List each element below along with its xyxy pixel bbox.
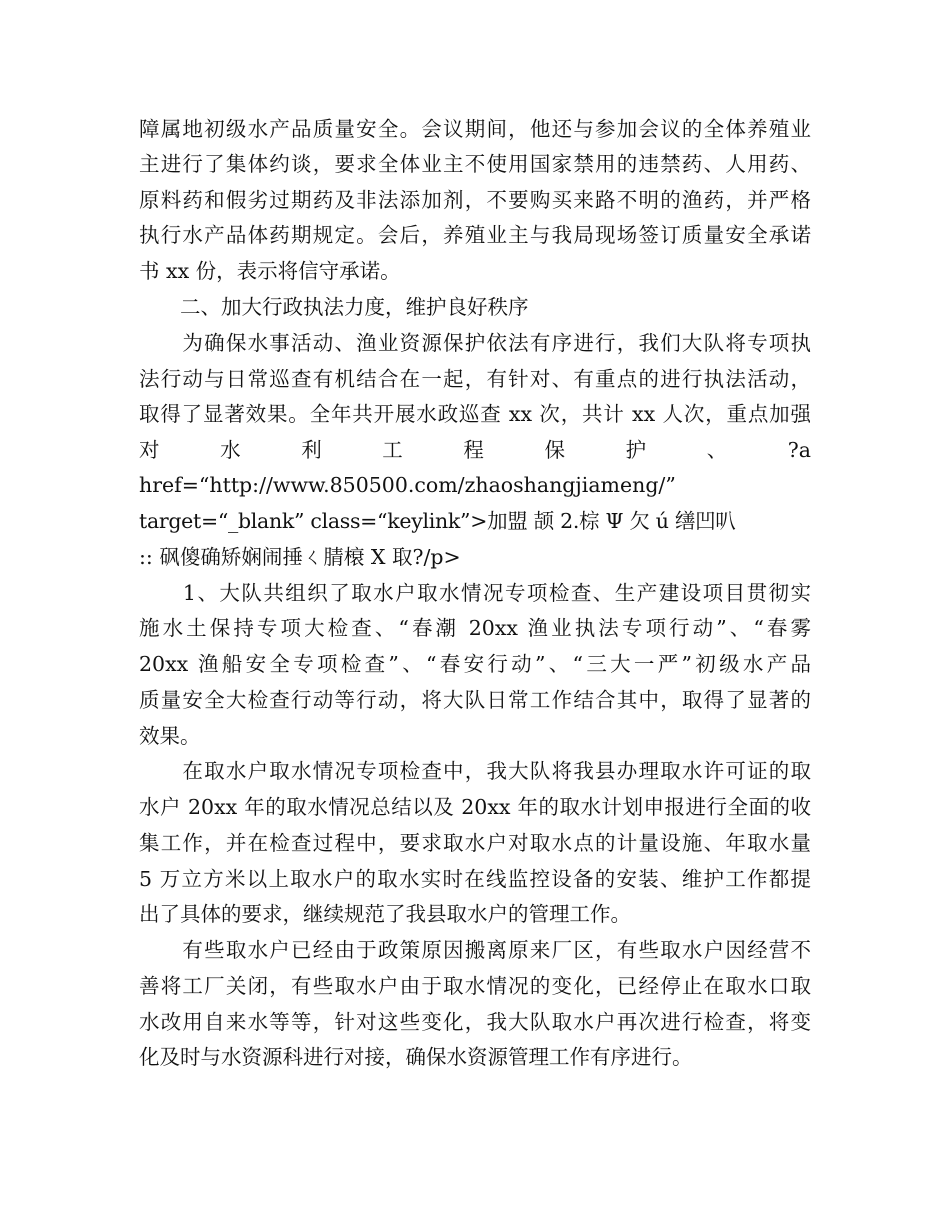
text-line: 1、大队共组织了取水户取水情况专项检查、生产建设项目贯彻实: [139, 581, 811, 605]
text-line: 原料药和假劣过期药及非法添加剂，不要购买来路不明的渔药，并严格: [139, 188, 811, 212]
text-line: 在取水户取水情况专项检查中，我大队将我县办理取水许可证的取: [139, 759, 811, 783]
text-line: 对 水 利 工 程 保 护 、 ?a: [139, 438, 811, 462]
text-line: 水户 20xx 年的取水情况总结以及 20xx 年的取水计划申报进行全面的收: [139, 795, 811, 819]
text-line: 有些取水户已经由于政策原因搬离原来厂区，有些取水户因经营不: [139, 938, 811, 962]
text-line: 质量安全大检查行动等行动，将大队日常工作结合其中，取得了显著的: [139, 688, 811, 712]
text-line: 执行水产品体药期规定。会后，养殖业主与我局现场签订质量安全承诺: [139, 223, 811, 247]
text-line: :: 砜傻确矫娴闹捶ㄑ腈榱 X 取?/p>: [139, 545, 461, 569]
text-line: 出了具体的要求，继续规范了我县取水户的管理工作。: [139, 902, 631, 926]
section-heading: 二、加大行政执法力度，维护良好秩序: [139, 295, 529, 319]
text-line: 效果。: [139, 724, 201, 748]
text-line: href=“http://www.850500.com/zhaoshangjiameng/”: [139, 473, 676, 497]
text-line: target=“_blank” class=“keylink”>加盟 颉 2.棕 Ψ 欠 ú 缮凹叭: [139, 509, 736, 533]
text-line: 20xx 渔船安全专项检查”、“春安行动”、“三大一严”初级水产品: [139, 652, 811, 676]
text-line: 5 万立方米以上取水户的取水实时在线监控设备的安装、维护工作都提: [139, 867, 811, 891]
text-line: 施水土保持专项大检查、“春潮 20xx 渔业执法专项行动”、“春雾: [139, 616, 811, 640]
text-line: 集工作，并在检查过程中，要求取水户对取水点的计量设施、年取水量: [139, 831, 811, 855]
text-line: 化及时与水资源科进行对接，确保水资源管理工作有序进行。: [139, 1045, 693, 1069]
text-line: 法行动与日常巡查有机结合在一起，有针对、有重点的进行执法活动，: [139, 367, 811, 391]
text-line: 取得了显著效果。全年共开展水政巡查 xx 次，共计 xx 人次，重点加强: [139, 402, 811, 426]
text-line: 水改用自来水等等，针对这些变化，我大队取水户再次进行检查，将变: [139, 1010, 811, 1034]
text-line: 为确保水事活动、渔业资源保护依法有序进行，我们大队将专项执: [139, 331, 811, 355]
text-line: 主进行了集体约谈，要求全体业主不使用国家禁用的违禁药、人用药、: [139, 152, 811, 176]
text-line: 障属地初级水产品质量安全。会议期间，他还与参加会议的全体养殖业: [139, 117, 811, 141]
text-line: 善将工厂关闭，有些取水户由于取水情况的变化，已经停止在取水口取: [139, 974, 811, 998]
text-line: 书 xx 份，表示将信守承诺。: [139, 259, 401, 283]
